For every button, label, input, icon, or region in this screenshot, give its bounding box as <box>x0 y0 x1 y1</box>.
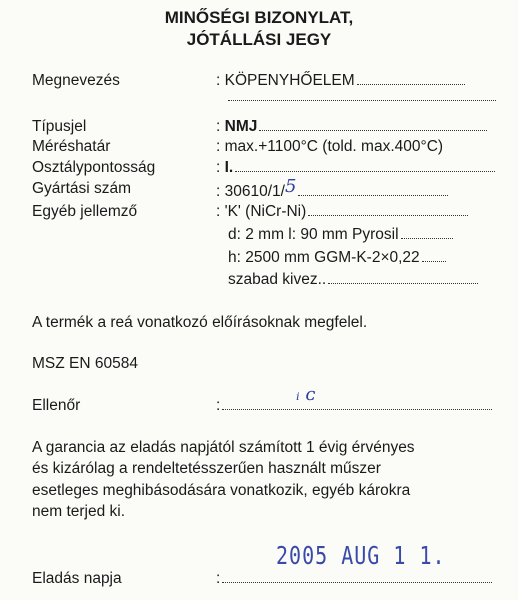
inspector-signature: ᵢ ᴄ <box>296 384 316 405</box>
warranty-line-3: esetleges meghibásodására vonatkozik, egyéb károkra <box>32 482 411 499</box>
dotted-line <box>222 408 492 410</box>
warranty-line-4: nem terjed ki. <box>32 503 126 520</box>
serial-handwritten-digit: 5 <box>284 176 297 197</box>
name-value: : KÖPENYHŐELEM <box>216 72 355 89</box>
dotted-line <box>222 581 492 583</box>
conformity-statement: A termék a reá vonatkozó előírásoknak megfelel. <box>32 314 368 331</box>
colon: : <box>216 159 221 176</box>
class-value: I. <box>224 159 234 176</box>
dotted-line <box>308 214 468 216</box>
other-line-4: szabad kivez.. <box>228 271 327 288</box>
dotted-line <box>328 282 478 284</box>
dotted-line <box>298 194 448 196</box>
other-line-3: h: 2500 mm GGM-K-2×0,22 <box>228 249 420 266</box>
colon: : <box>216 397 221 414</box>
other-row-3 <box>228 249 446 267</box>
inspector-row <box>216 397 492 415</box>
other-line-2: d: 2 mm l: 90 mm Pyrosil <box>228 226 399 243</box>
dotted-line <box>235 170 495 172</box>
title-line-2: JÓTÁLLÁSI JEGY <box>186 30 332 49</box>
serial-label: Gyártási szám <box>32 180 132 197</box>
name-value-row <box>216 72 465 90</box>
type-label: Típusjel <box>32 118 87 135</box>
colon: : <box>216 118 221 135</box>
dotted-line <box>401 237 453 239</box>
other-row-1 <box>216 203 468 221</box>
dotted-line <box>422 260 446 262</box>
sale-date-label: Eladás napja <box>32 570 122 587</box>
date-stamp: 2005 AUG 1 1. <box>276 540 446 570</box>
dotted-line <box>228 100 496 101</box>
other-line-1: : 'K' (NiCr-Ni) <box>216 203 307 220</box>
warranty-line-2: és kizárólag a rendeltetésszerűen használt műszer <box>32 460 381 477</box>
serial-value: : 30610/1/ <box>216 183 285 200</box>
type-value: NMJ <box>224 118 258 135</box>
limit-value: : max.+1100°C (told. max.400°C) <box>216 138 444 155</box>
class-label: Osztálypontosság <box>32 159 156 176</box>
class-value-row <box>216 159 495 177</box>
title-line-1: MINŐSÉGI BIZONYLAT, <box>164 8 354 27</box>
standard-reference: MSZ EN 60584 <box>32 355 138 372</box>
dotted-line <box>357 83 465 85</box>
type-value-row <box>216 118 487 136</box>
limit-label: Méréshatár <box>32 138 111 155</box>
serial-value-row <box>216 176 448 201</box>
other-row-2 <box>228 226 453 244</box>
other-label: Egyéb jellemző <box>32 203 138 220</box>
other-row-4 <box>228 271 478 289</box>
warranty-line-1: A garancia az eladás napjától számított 1 évig érvényes <box>32 439 415 456</box>
colon: : <box>216 570 221 587</box>
name-label: Megnevezés <box>32 72 120 89</box>
inspector-label: Ellenőr <box>32 397 81 414</box>
dotted-line <box>259 129 487 131</box>
sale-date-row <box>216 570 492 588</box>
